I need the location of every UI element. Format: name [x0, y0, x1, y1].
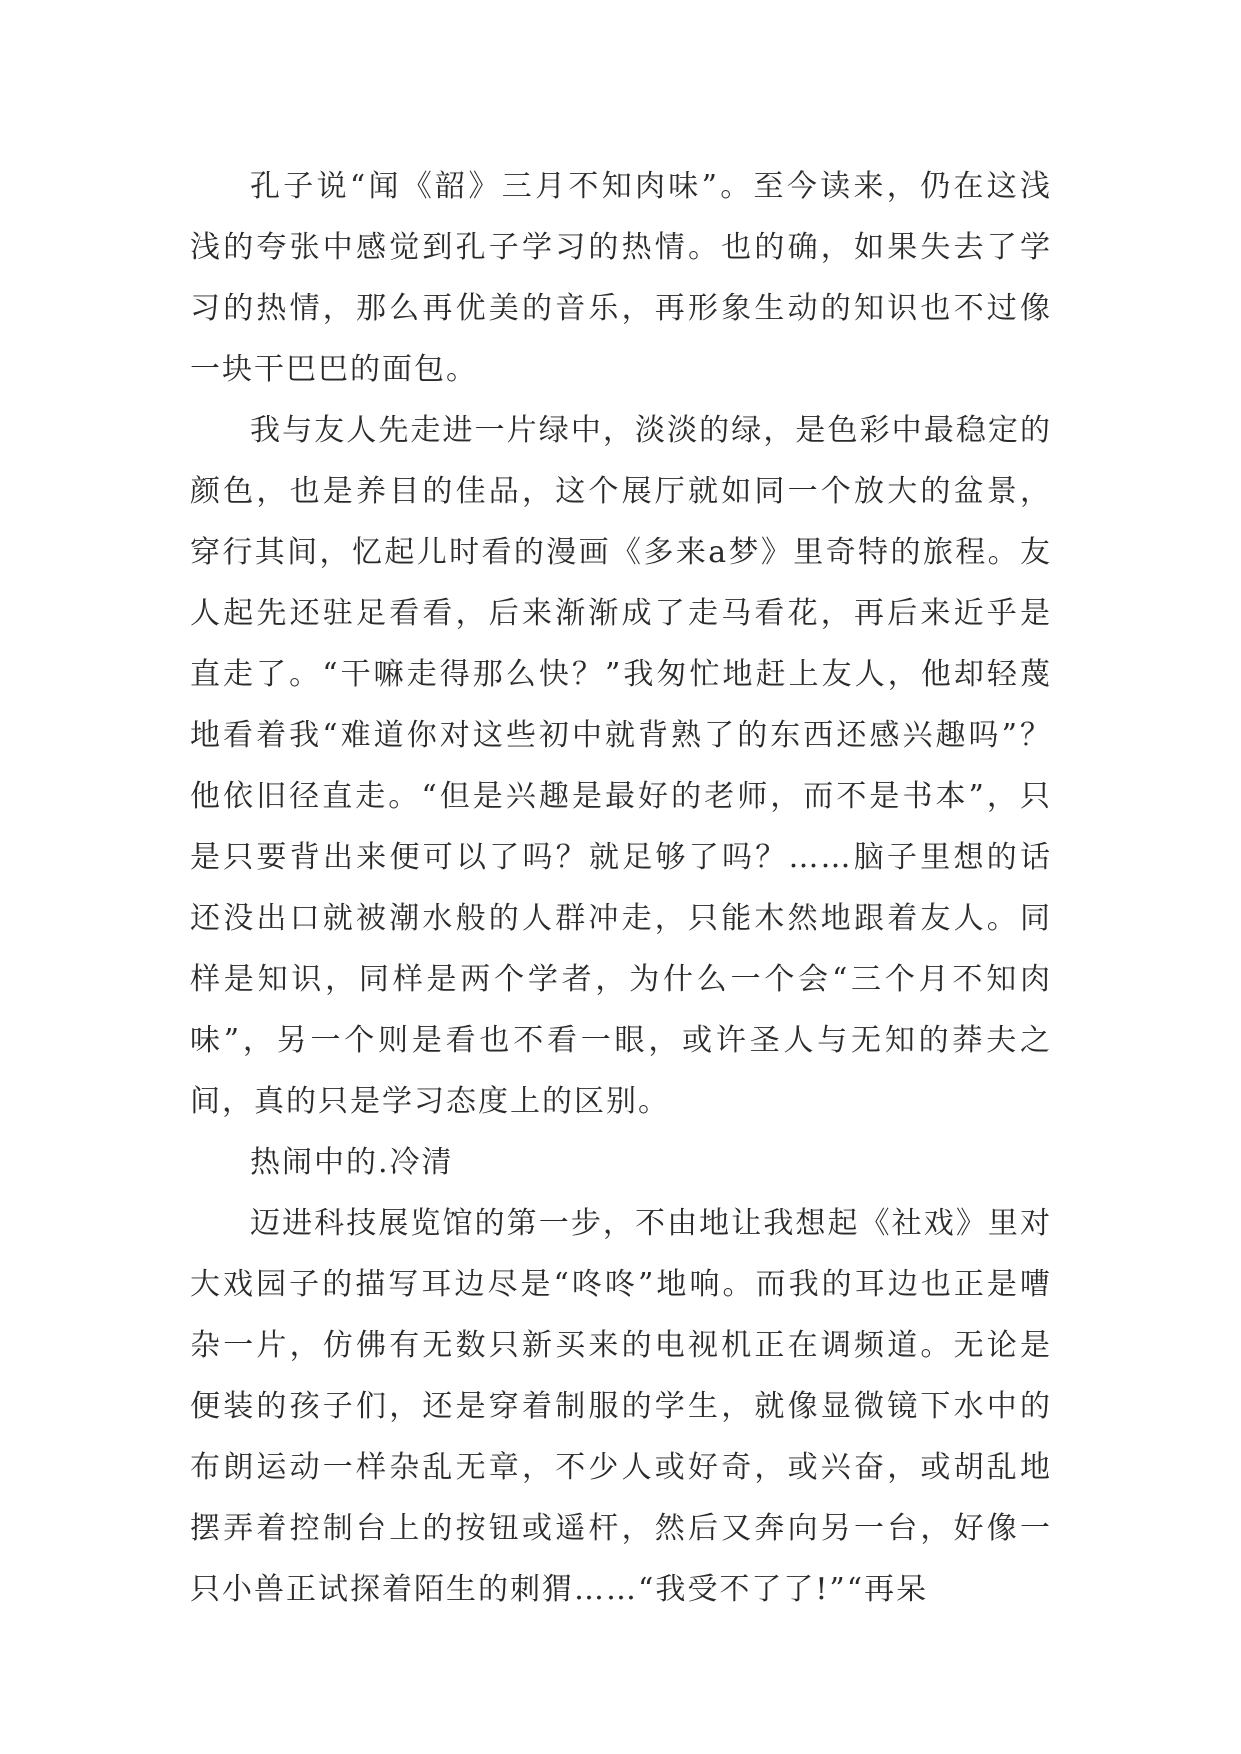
document-body: [190, 156, 1052, 1620]
paragraph-1: 孔子说“闻《韶》三月不知肉味”。至今读来，仍在这浅浅的夸张中感觉到孔子学习的热情。也的确，如果失去了学习的热情，那么再优美的音乐，再形象生动的知识也不过像一块干巴巴的面包。: [190, 169, 1052, 387]
paragraph-2: 我与友人先走进一片绿中，淡淡的绿，是色彩中最稳定的颜色，也是养目的佳品，这个展厅就如同一个放大的盆景，穿行其间，忆起儿时看的漫画《多来a梦》里奇特的旅程。友人起先还驻足看看，后来渐渐成了走马看花，再后来近乎是直走了。“干嘛走得那么快？”我匆忙地赶上友人，他却轻蔑地看着我“难道你对这些初中就背熟了的东西还感兴趣吗”？他依旧径直走。“但是兴趣是最好的老师，而不是书本”，只是只要背出来便可以了吗？就足够了吗？……脑子里想的话还没出口就被潮水般的人群冲走，只能木然地跟着友人。同样是知识，同样是两个学者，为什么一个会“三个月不知肉味”，另一个则是看也不看一眼，或许圣人与无知的莽夫之间，真的只是学习态度上的区别。: [190, 413, 1052, 1119]
section-heading: 热闹中的.冷清: [250, 1145, 454, 1180]
paragraph-3: 迈进科技展览馆的第一步，不由地让我想起《社戏》里对大戏园子的描写耳边尽是“咚咚”地响。而我的耳边也正是嘈杂一片，仿佛有无数只新买来的电视机正在调频道。无论是便装的孩子们，还是穿着制服的学生，就像显微镜下水中的布朗运动一样杂乱无章，不少人或好奇，或兴奋，或胡乱地摆弄着控制台上的按钮或遥杆，然后又奔向另一台，好像一只小兽正试探着陌生的刺猬……“我受不了了!”“再呆: [190, 1206, 1052, 1607]
